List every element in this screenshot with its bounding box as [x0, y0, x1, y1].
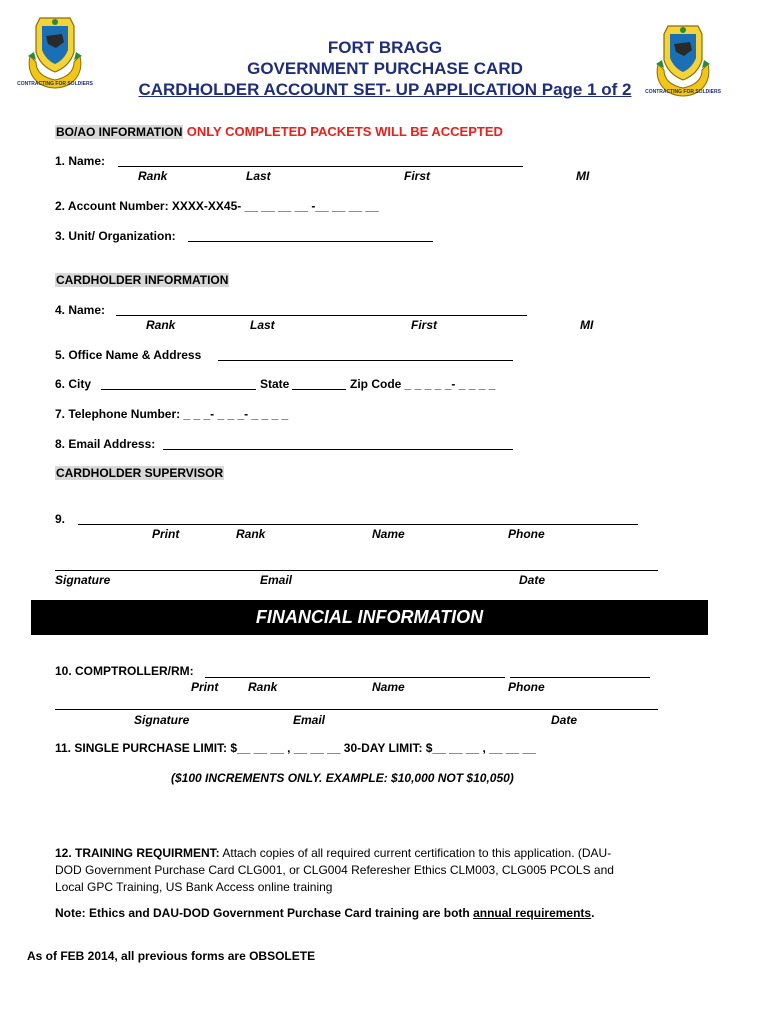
account-number-field[interactable]: 2. Account Number: XXXX-XX45- __ __ __ __ -__ __ __ __: [55, 199, 379, 213]
comptroller-date-caption: Date: [551, 713, 578, 727]
comptroller-signature-caption: Signature: [134, 713, 190, 727]
supervisor-name-caption: Name: [372, 527, 405, 541]
header-title-line2: GOVERNMENT PURCHASE CARD: [247, 59, 523, 78]
supervisor-heading: CARDHOLDER SUPERVISOR: [56, 466, 224, 480]
comptroller-phone-line[interactable]: [510, 677, 650, 678]
city-label: 6. City: [55, 377, 92, 391]
telephone-field[interactable]: 7. Telephone Number: _ _ _- _ _ _- _ _ _ _: [55, 407, 289, 421]
supervisor-rank-caption: Rank: [236, 527, 266, 541]
state-line[interactable]: [292, 389, 346, 390]
cardholder-name-label: 4. Name:: [55, 303, 106, 317]
comptroller-label: 10. COMPTROLLER/RM:: [55, 664, 194, 678]
unit-label: 3. Unit/ Organization:: [55, 229, 176, 243]
supervisor-item-label: 9.: [55, 512, 66, 526]
unit-line[interactable]: [188, 241, 433, 242]
supervisor-phone-caption: Phone: [508, 527, 545, 541]
increments-note: ($100 INCREMENTS ONLY. EXAMPLE: $10,000 NOT $10,050): [171, 771, 514, 785]
header-title-line1: FORT BRAGG: [327, 38, 443, 57]
financial-banner: [31, 600, 708, 635]
purchase-limit-field[interactable]: 11. SINGLE PURCHASE LIMIT: $__ __ __ , __ __ __ 30-DAY LIMIT: $__ __ __ , __ __ __: [55, 741, 536, 755]
boao-heading: BO/AO INFORMATION: [56, 125, 183, 139]
training-note: [55, 906, 594, 920]
boao-section: [55, 124, 503, 139]
office-label: 5. Office Name & Address: [55, 348, 202, 362]
financial-banner-text: FINANCIAL INFORMATION: [255, 607, 484, 627]
note-prefix: Note: Ethics and DAU-DOD Government Purchase Card training are both: [55, 906, 474, 920]
state-label: State: [260, 377, 290, 391]
training-paragraph: [55, 845, 705, 896]
obsolete-notice: As of FEB 2014, all previous forms are OBSOLETE: [27, 949, 316, 963]
boao-rank-caption: Rank: [138, 169, 168, 183]
comptroller-line[interactable]: [205, 677, 505, 678]
comptroller-email-caption: Email: [293, 713, 326, 727]
cardholder-first-caption: First: [411, 318, 438, 332]
cardholder-name-line[interactable]: [116, 315, 527, 316]
boao-name-line[interactable]: [118, 166, 523, 167]
supervisor-print-line[interactable]: [78, 524, 638, 525]
city-line[interactable]: [101, 389, 256, 390]
email-line[interactable]: [163, 449, 513, 450]
comptroller-signature-line[interactable]: [55, 709, 658, 710]
email-label: 8. Email Address:: [55, 437, 156, 451]
boao-first-caption: First: [404, 169, 431, 183]
cardholder-rank-caption: Rank: [146, 318, 176, 332]
training-text-line2: DOD Government Purchase Card CLG001, or CLG004 Referesher Ethics CLM003, CLG005 PCOLS and: [55, 863, 614, 877]
comptroller-name-caption: Name: [372, 680, 405, 694]
svg-text:CONTRACTING FOR SOLDIERS: CONTRACTING FOR SOLDIERS: [645, 89, 721, 95]
boao-last-caption: Last: [246, 169, 271, 183]
supervisor-signature-caption: Signature: [55, 573, 111, 587]
cardholder-last-caption: Last: [250, 318, 275, 332]
supervisor-signature-line[interactable]: [55, 570, 658, 571]
svg-text:CONTRACTING FOR SOLDIERS: CONTRACTING FOR SOLDIERS: [17, 81, 93, 87]
supervisor-email-caption: Email: [260, 573, 293, 587]
comptroller-print-caption: Print: [191, 680, 219, 694]
note-suffix: .: [591, 906, 595, 920]
cardholder-heading: CARDHOLDER INFORMATION: [56, 273, 229, 287]
training-label: 12. TRAINING REQUIRMENT:: [55, 846, 220, 860]
zip-field[interactable]: Zip Code _ _ _ _ _- _ _ _ _: [350, 377, 496, 391]
comptroller-rank-caption: Rank: [248, 680, 278, 694]
boao-name-label: 1. Name:: [55, 154, 106, 168]
training-text-line3: Local GPC Training, US Bank Access online training: [55, 880, 333, 894]
supervisor-print-caption: Print: [152, 527, 180, 541]
supervisor-date-caption: Date: [519, 573, 546, 587]
completed-notice: ONLY COMPLETED PACKETS WILL BE ACCEPTED: [186, 124, 503, 139]
comptroller-phone-caption: Phone: [508, 680, 545, 694]
training-text-line1: Attach copies of all required current certification to this application. (DAU-: [219, 846, 612, 860]
cardholder-mi-caption: MI: [580, 318, 594, 332]
boao-mi-caption: MI: [576, 169, 590, 183]
note-underlined: annual requirements: [473, 906, 592, 920]
office-line[interactable]: [218, 360, 513, 361]
header-title-line3: CARDHOLDER ACCOUNT SET- UP APPLICATION Page 1 of 2: [138, 80, 632, 99]
